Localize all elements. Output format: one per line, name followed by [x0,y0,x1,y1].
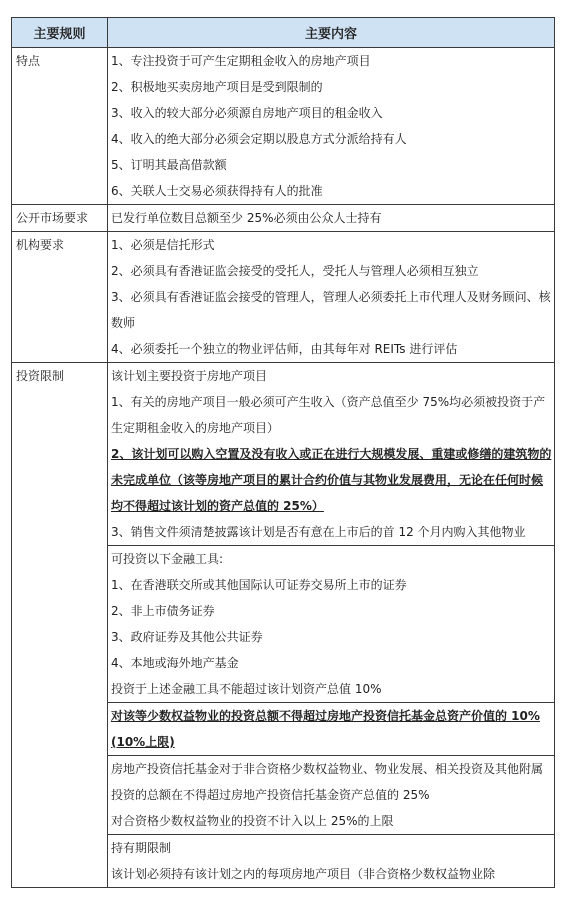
content-line: 房地产投资信托基金对于非合资格少数权益物业、物业发展、相关投资及其他附属投资的总额在不得超过房地产投资信托基金资产总值的 25% [111,762,544,802]
content-line: 3、销售文件须清楚披露该计划是否有意在上市后的首 12 个月内购入其他物业 [111,525,526,539]
content-line: 6、关联人士交易必须获得持有人的批准 [111,184,323,198]
investment-block-1 [111,363,552,545]
content-line: 可投资以下金融工具: [111,552,224,566]
row-category: 机构要求 [12,232,108,363]
content-line: 1、专注投资于可产生定期租金收入的房地产项目 [111,54,371,68]
content-line: 3、政府证券及其他公共证券 [111,630,263,644]
content-line: 1、必须是信托形式 [111,238,215,252]
investment-block-4 [108,755,554,834]
content-line: 持有期限制 [111,841,172,855]
table-row [12,232,555,363]
content-line: 对合资格少数权益物业的投资不计入以上 25%的上限 [111,814,394,828]
content-line: 投资于上述金融工具不能超过该计划资产总值 10% [111,682,382,696]
investment-block-2 [108,545,554,702]
table-row [12,205,555,232]
row-category: 投资限制 [12,363,108,888]
row-content [108,205,555,232]
row-content [108,232,555,363]
content-line: 5、订明其最高借款额 [111,158,227,172]
investment-block-3 [108,702,554,755]
row-content [108,363,555,888]
content-line: 4、本地或海外地产基金 [111,656,239,670]
row-content [108,48,555,205]
table-row [12,363,555,888]
header-main-rules: 主要规则 [12,18,108,48]
investment-block-5 [108,834,554,887]
header-main-content: 主要内容 [108,18,555,48]
table-row [12,48,555,205]
rules-table [11,17,555,888]
content-line: 1、在香港联交所或其他国际认可证券交易所上市的证券 [111,578,407,592]
content-line: 该计划主要投资于房地产项目 [111,369,268,383]
content-line: 4、收入的绝大部分必须会定期以股息方式分派给持有人 [111,132,407,146]
content-line: 2、积极地买卖房地产项目是受到限制的 [111,80,323,94]
content-line: 2、必须具有香港证监会接受的受托人，受托人与管理人必须相互独立 [111,264,479,278]
table-header-row [12,18,555,48]
content-line-emphasis: 对该等少数权益物业的投资总额不得超过房地产投资信托基金总资产价值的 10%(10%上限) [111,709,540,749]
row-category: 公开市场要求 [12,205,108,232]
row-category: 特点 [12,48,108,205]
content-line: 3、收入的较大部分必须源自房地产项目的租金收入 [111,106,383,120]
content-line: 已发行单位数目总额至少 25%必须由公众人士持有 [111,211,382,225]
content-line: 1、有关的房地产项目一般必须可产生收入（资产总值至少 75%均必须被投资于产生定期租金收入的房地产项目） [111,395,546,435]
content-line: 2、非上市债务证券 [111,604,215,618]
content-line-emphasis: 2、该计划可以购入空置及没有收入或正在进行大规模发展、重建或修缮的建筑物的未完成单位（该等房地产项目的累计合约价值与其物业发展费用，无论在任何时候均不得超过该计划的资产总值的 25%） [111,447,552,513]
content-line: 该计划必须持有该计划之内的每项房地产项目（非合资格少数权益物业除 [111,867,496,881]
content-line: 4、必须委托一个独立的物业评估师，由其每年对 REITs 进行评估 [111,342,458,356]
content-line: 3、必须具有香港证监会接受的管理人，管理人必须委托上市代理人及财务顾问、核数师 [111,290,551,330]
